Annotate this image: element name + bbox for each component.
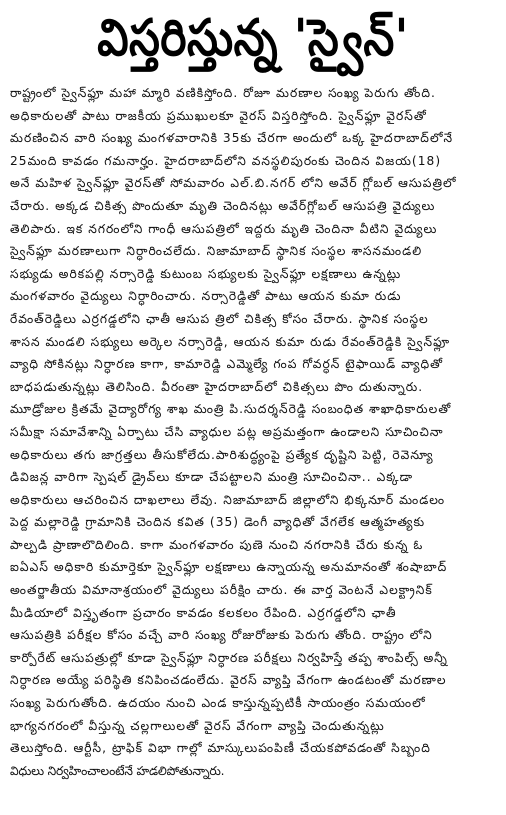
article-line: భాగ్యనగరంలో వీస్తున్న చల్లగాలులతో వైరస్ వేగంగా వ్యాప్తి చెందుతున్నట్లు (10, 718, 385, 733)
article-line: ఐఏఎస్ అధికారి కుమార్తెకూ స్వైన్‌ఫ్లూ లక్షణాలు ఉన్నాయన్న అనుమానంతో శంషాబాద్ (10, 560, 448, 575)
article-line: విధులు నిర్వహించాలంటేనే హడలిపోతున్నారు. (10, 763, 225, 778)
article-line: శాసన మండలి సభ్యులు అర్కెల నర్సారెడ్డి, ఆయన కుమా రుడు రేవంత్‌రెడ్డికి స్వైన్‌ఫ్లూ (10, 334, 451, 349)
article-line: అధికారులు ఆచరించిన దాఖలాలు లేవు. నిజామాబాద్ జిల్లాలోని భిక్కనూర్ మండలం (10, 492, 446, 507)
article-line: పాల్పడి ప్రాణాలొదిలింది. కాగా మంగళవారం పుణె నుంచి నగరానికి చేరు కున్న ఓ (10, 537, 424, 552)
article-line: తెలిపారు. ఇక నగరంలోని గాంధీ ఆసుపత్రిలో ఇద్దరు మృతి చెందినా వీటిని వైద్యులు (10, 221, 438, 236)
article-line: స్వైన్‌ఫ్లూ మరణాలుగా నిర్ధారించలేదు. నిజామాబాద్ స్థానిక సంస్థల శాసనమండలి (10, 244, 423, 259)
article-line: కార్పోరేట్ ఆసుపత్రుల్లో కూడా స్వైన్‌ఫ్లూ నిర్ధారణ పరీక్షలు నిర్వహిస్తే తప్ప శాంపిల్స్ అన్నీ (10, 650, 448, 665)
article-line: అనే మహిళ స్వైన్‌ఫ్లూ వైరస్‌తో సోమవారం ఎల్.బి.నగర్ లోని అవేర్ గ్లోబల్ ఆసుపత్రిలో (10, 176, 457, 191)
article-line: డివిజన్ల వారిగా స్పెషల్ డ్రైవ్‌లు కూడా చేపట్టాలని మంత్రి సూచించినా.. ఎక్కడా (10, 470, 414, 485)
article-line: సమీక్షా సమావేశాన్ని ఏర్పాటు చేసి వ్యాధుల పట్ల అప్రమత్తంగా ఉండాలని సూచించినా (10, 424, 444, 439)
article-line: రేవంత్‌రెడ్డిలు ఎర్రగడ్డలోని ఛాతీ ఆసుప త్రిలో చికిత్స కోసం చేరారు. స్థానిక సంస్థల (10, 311, 429, 326)
article-line: సభ్యుడు అరికపల్లి నర్సారెడ్డి కుటుంబ సభ్యులకు స్వైన్‌ఫ్లూ లక్షణాలు ఉన్నట్లు (10, 266, 402, 281)
article-line: పెద్ద మల్లారెడ్డి గ్రామానికి చెందిన కవిత (35) డెంగీ వ్యాధితో వేగలేక ఆత్మహత్యకు (10, 515, 426, 530)
article-line: రాష్ట్రంలో స్వైన్‌ఫ్లూ మహా మ్మారి వణికిస్తోంది. రోజూ మరణాల సంఖ్య పెరుగు తోంది. (10, 86, 436, 100)
headline (0, 4, 506, 74)
article-line: బాధపడుతున్నట్లు తెలిసింది. వీరంతా హైదరాబాద్‌లో చికిత్సలు పొం దుతున్నారు. (10, 379, 424, 394)
article-line: మూడ్రోజుల క్రితమే వైద్యారోగ్య శాఖ మంత్రి పి.సుదర్శన్‌రెడ్డి సంబంధిత శాఖాధికారులతో (10, 402, 452, 417)
article-line: తెలుస్తోంది. ఆర్టీసీ, ట్రాఫిక్ విభా గాల్లో మాస్కులుపంపిణీ చేయకపోవడంతో సిబ్బంది (10, 741, 431, 756)
article-line: నిర్ధారణ అయ్యే పరిస్థితి కనిపించడంలేదు. వైరస్ వ్యాప్తి వేగంగా ఉండటంతో మరణాల (10, 673, 447, 688)
article-line: వ్యాధి సోకినట్లు నిర్ధారణ కాగా, కామారెడ్డి ఎమ్మెల్యే గంప గోవర్ధన్ టైఫాయిడ్ వ్యాధితో (10, 357, 444, 372)
article-body (10, 82, 498, 808)
article-line: మీడియాలో విస్తృతంగా ప్రచారం కావడం కలకలం రేపింది. ఎర్రగడ్డలోని ఛాతీ (10, 605, 397, 620)
article-line: అంతర్జాతీయ విమానాశ్రయంలో వైద్యులు పరీక్షిం చారు. ఈ వార్త వెంటనే ఎలక్ట్రానిక్ (10, 583, 433, 598)
article-line: అధికారులు తగు జాగ్రత్తలు తీసుకోలేదు.పారిశుద్ధ్యంపై ప్రత్యేక దృష్టిని పెట్టి, రెవెన్యూ (10, 447, 434, 462)
article-line: ఆసుపత్రికి పరీక్షల కోసం వచ్చే వారి సంఖ్య రోజురోజుకు పెరుగు తోంది. రాష్ట్రం లోని (10, 628, 433, 643)
article-line: అధికారులతో పాటు రాజకీయ ప్రముఖులకూ వైరస్ విస్తరిస్తోంది. స్వైన్‌ఫ్లూ వైరస్‌తో (10, 108, 427, 123)
article-line: మంగళవారం వైద్యులు నిర్ధారించారు. నర్సారెడ్డితో పాటు ఆయన కుమా రుడు (10, 289, 402, 304)
headline-text: విస్తరిస్తున్న 'స్వైన్' (97, 9, 409, 68)
article-line: చేరారు. అక్కడ చికిత్స పొందుతూ మృతి చెందినట్లు అవేర్‌గ్లోబల్ ఆసుపత్రి వైద్యులు (10, 198, 436, 213)
article-line: మరణించిన వారి సంఖ్య మంగళవారానికి 35కు చేరగా అందులో ఒక్క హైదరాబాద్‌లోనే (10, 131, 454, 146)
article-line: సంఖ్య పెరుగుతోంది. ఉదయం నుంచి ఎండ కాస్తున్నప్పటికీ సాయంత్రం సమయంలో (10, 696, 426, 711)
article-line: 25మంది కావడం గమనార్హం. హైదరాబాద్‌లోని వనస్థలిపురంకు చెందిన విజయ(18) (10, 153, 442, 168)
